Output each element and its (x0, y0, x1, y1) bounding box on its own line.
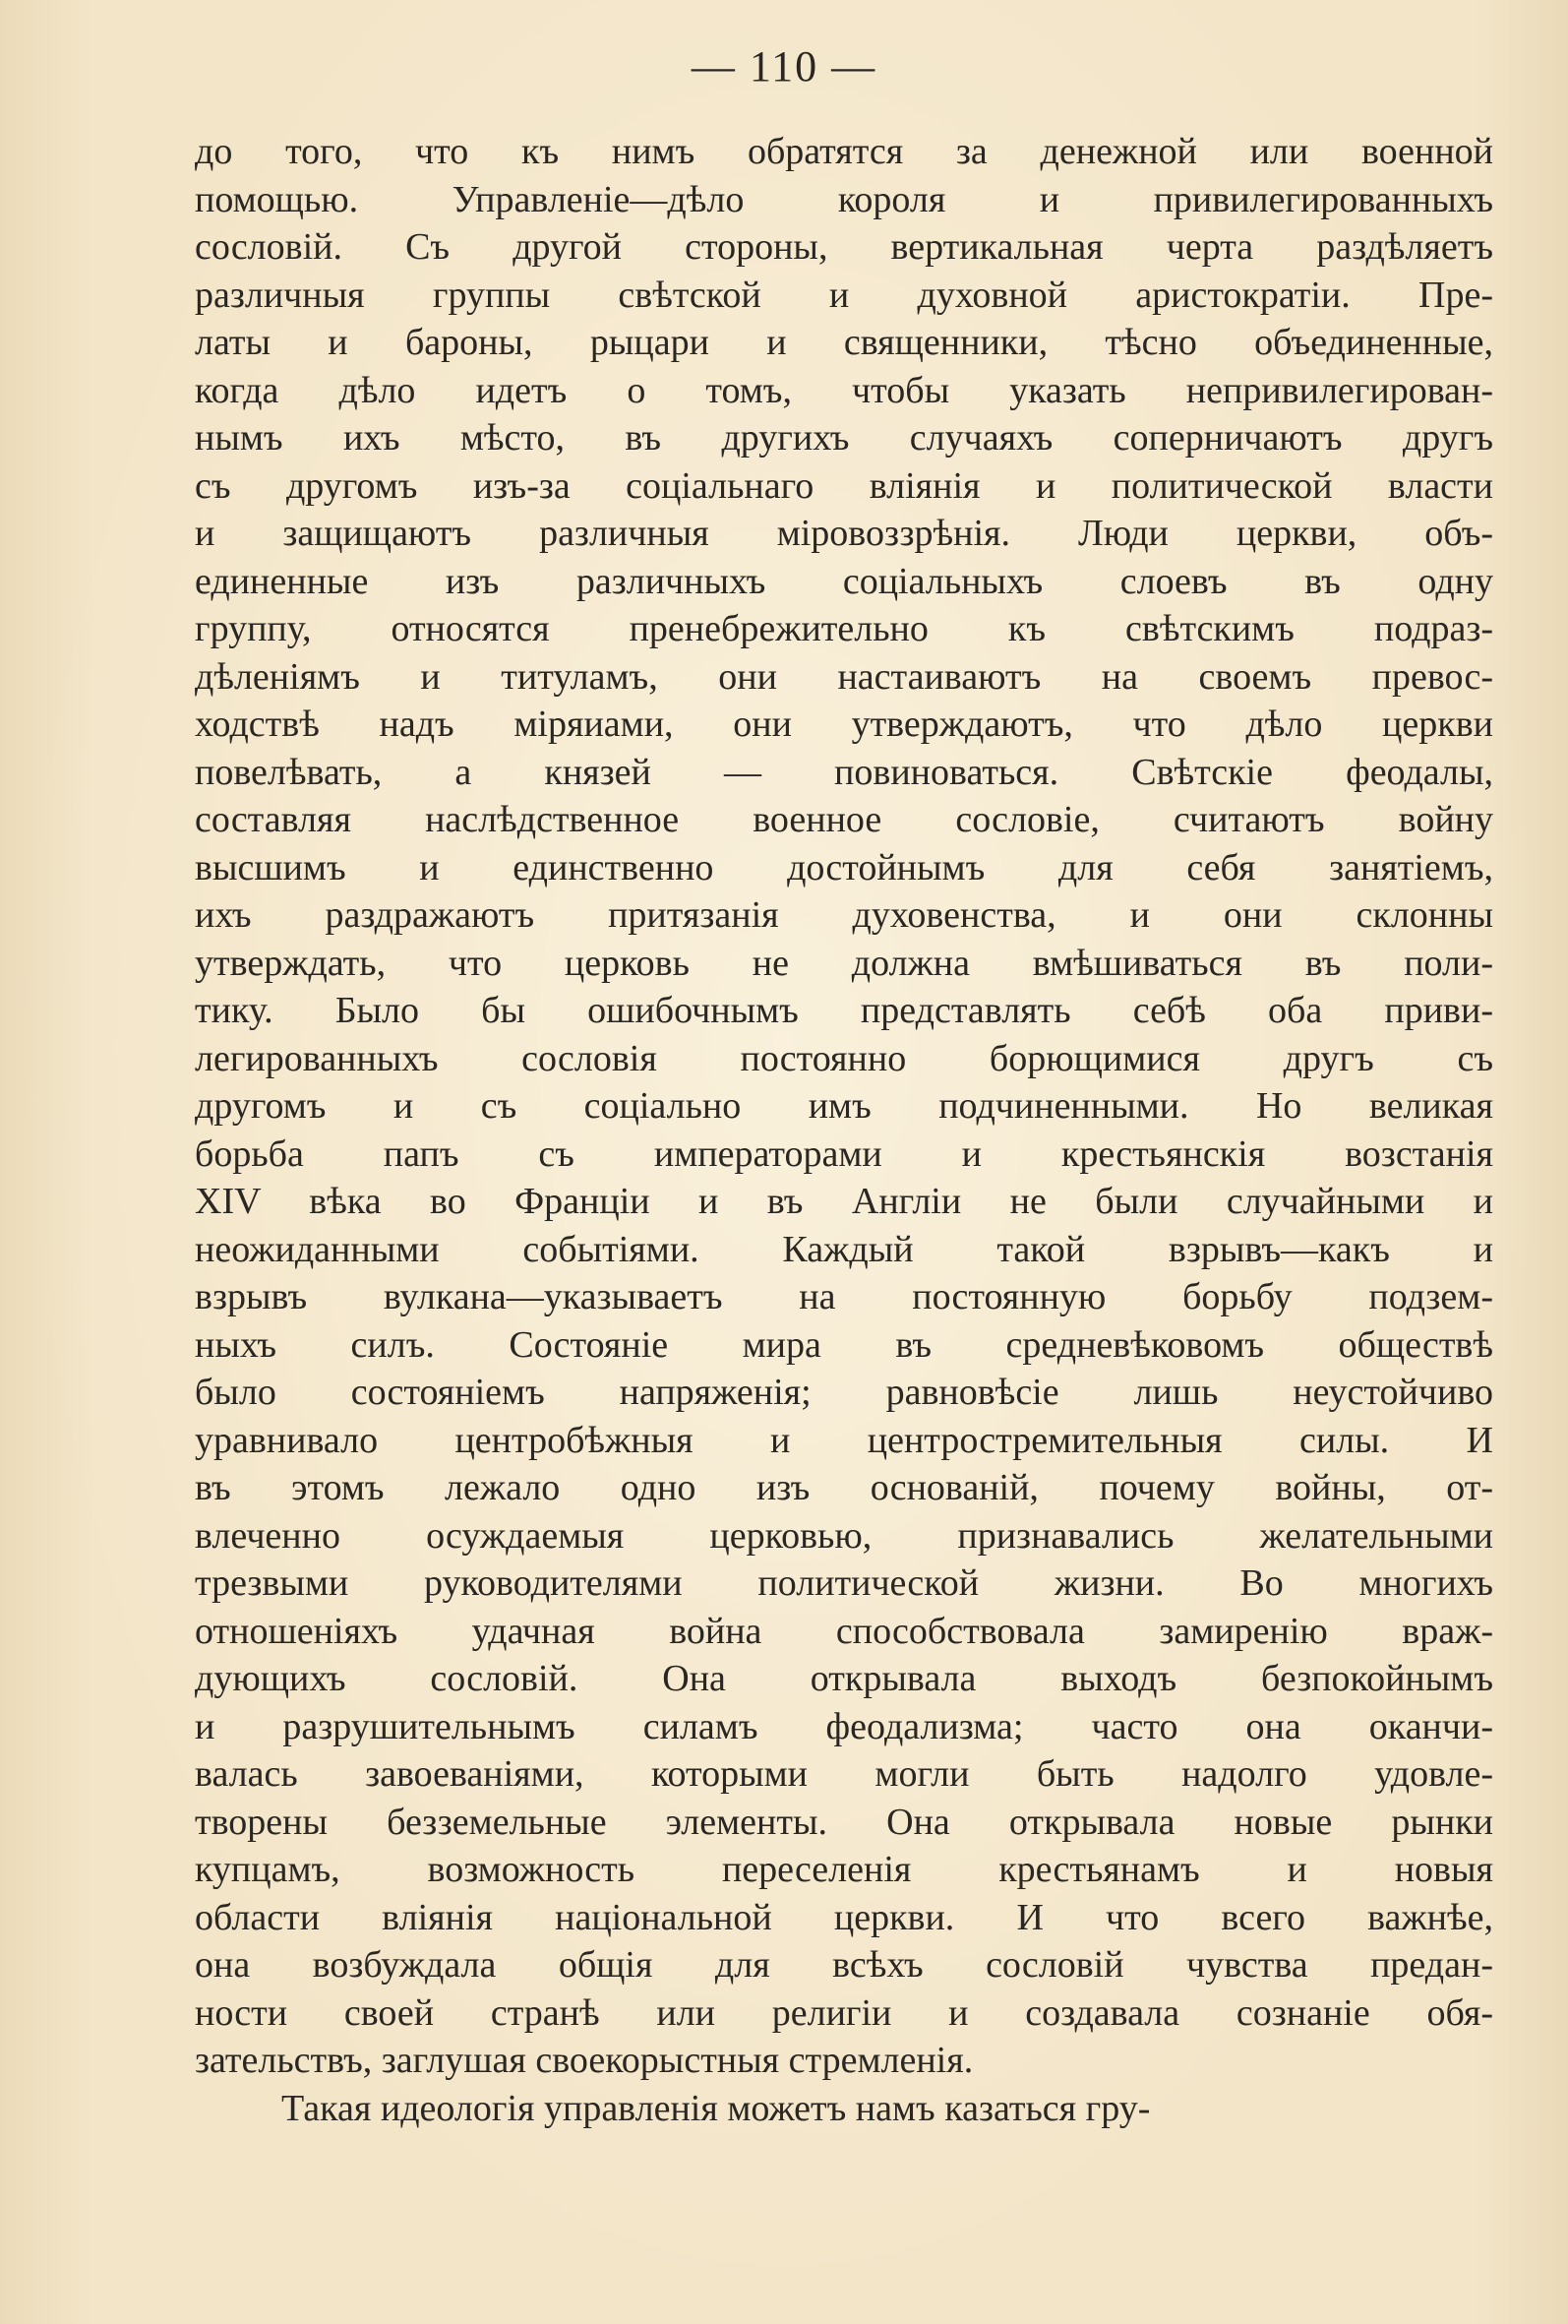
text-line: борьба папъ съ императорами и крестьянскія возстанія (195, 1132, 1493, 1175)
text-line: влеченно осуждаемыя церковью, признавались желательными (195, 1514, 1493, 1557)
text-line: легированныхъ сословія постоянно борющимися другъ съ (195, 1037, 1493, 1079)
text-line: до того, что къ нимъ обратятся за денежной или военной (195, 131, 1493, 172)
text-line: XIV вѣка во Франціи и въ Англіи не были случайными и (195, 1181, 1493, 1222)
text-line: сословій. Съ другой стороны, вертикальная черта раздѣляетъ (195, 226, 1493, 268)
text-line: дующихъ сословій. Она открывала выходъ безпокойнымъ (195, 1658, 1493, 1699)
text-line: было состояніемъ напряженія; равновѣсіе лишь неустойчиво (195, 1372, 1493, 1413)
text-line: валась завоеваніями, которыми могли быть надолго удовле- (195, 1753, 1493, 1795)
text-line: и защищаютъ различныя міровоззрѣнія. Люди церкви, объ- (195, 513, 1493, 554)
text-line: латы и бароны, рыцари и священники, тѣсно объединенные, (195, 322, 1493, 363)
text-line: тику. Было бы ошибочнымъ представлять себѣ оба приви- (195, 990, 1493, 1031)
text-line: помощью. Управленіе—дѣло короля и привилегированныхъ (195, 178, 1493, 220)
text-line: высшимъ и единственно достойнымъ для себя занятіемъ, (195, 846, 1493, 888)
text-line: взрывъ вулкана—указываетъ на постоянную борьбу подзем- (195, 1276, 1493, 1317)
text-line: дѣленіямъ и титуламъ, они настаиваютъ на своемъ превос- (195, 655, 1493, 698)
text-line: ходствѣ надъ міряиами, они утверждаютъ, что дѣло церкви (195, 703, 1493, 745)
text-line: творены безземельные элементы. Она открывала новые рынки (195, 1801, 1493, 1843)
text-line: ности своей странѣ или религіи и создавала сознаніе обя- (195, 1991, 1493, 2034)
text-line: и разрушительнымъ силамъ феодализма; часто она оканчи- (195, 1705, 1493, 1747)
paragraph-start-line: Такая идеологія управленія можетъ намъ казаться гру- (281, 2087, 1151, 2129)
text-line: отношеніяхъ удачная война способствовала замиренію враж- (195, 1610, 1493, 1652)
text-line: утверждать, что церковь не должна вмѣшиваться въ поли- (195, 942, 1493, 984)
text-line: съ другомъ изъ-за соціальнаго вліянія и политической власти (195, 464, 1493, 507)
text-line: въ этомъ лежало одно изъ основаній, почему войны, от- (195, 1467, 1493, 1508)
text-line: когда дѣло идетъ о томъ, чтобы указать непривилегирован- (195, 369, 1493, 411)
text-line: уравнивало центробѣжныя и центростремительныя силы. И (195, 1419, 1493, 1461)
text-line: другомъ и съ соціально имъ подчиненными. Но великая (195, 1085, 1493, 1127)
text-line: ихъ раздражаютъ притязанія духовенства, и они склонны (195, 894, 1493, 936)
page-text (195, 128, 1493, 2132)
text-line: группу, относятся пренебрежительно къ свѣтскимъ подраз- (195, 608, 1493, 649)
text-line: составляя наслѣдственное военное сословіе, считаютъ войну (195, 799, 1493, 840)
text-line: купцамъ, возможность переселенія крестьянамъ и новыя (195, 1849, 1493, 1890)
text-line: области вліянія національной церкви. И что всего важнѣе, (195, 1896, 1493, 1938)
text-line: нымъ ихъ мѣсто, въ другихъ случаяхъ соперничаютъ другъ (195, 417, 1493, 459)
text-line: ныхъ силъ. Состояніе мира въ средневѣковомъ обществѣ (195, 1323, 1493, 1366)
text-line: она возбуждала общія для всѣхъ сословій чувства предан- (195, 1944, 1493, 1986)
page-number: — 110 — (691, 42, 877, 91)
text-line: единенные изъ различныхъ соціальныхъ слоевъ въ одну (195, 560, 1493, 602)
text-line: повелѣвать, а князей — повиноваться. Свѣтскіе феодалы, (195, 751, 1493, 793)
text-line: неожиданными событіями. Каждый такой взрывъ—какъ и (195, 1228, 1493, 1270)
paragraph-end-line: зательствъ, заглушая своекорыстныя стремленія. (195, 2040, 974, 2081)
text-line: трезвыми руководителями политической жизни. Во многихъ (195, 1562, 1493, 1604)
text-line: различныя группы свѣтской и духовной аристократіи. Пре- (195, 274, 1493, 316)
